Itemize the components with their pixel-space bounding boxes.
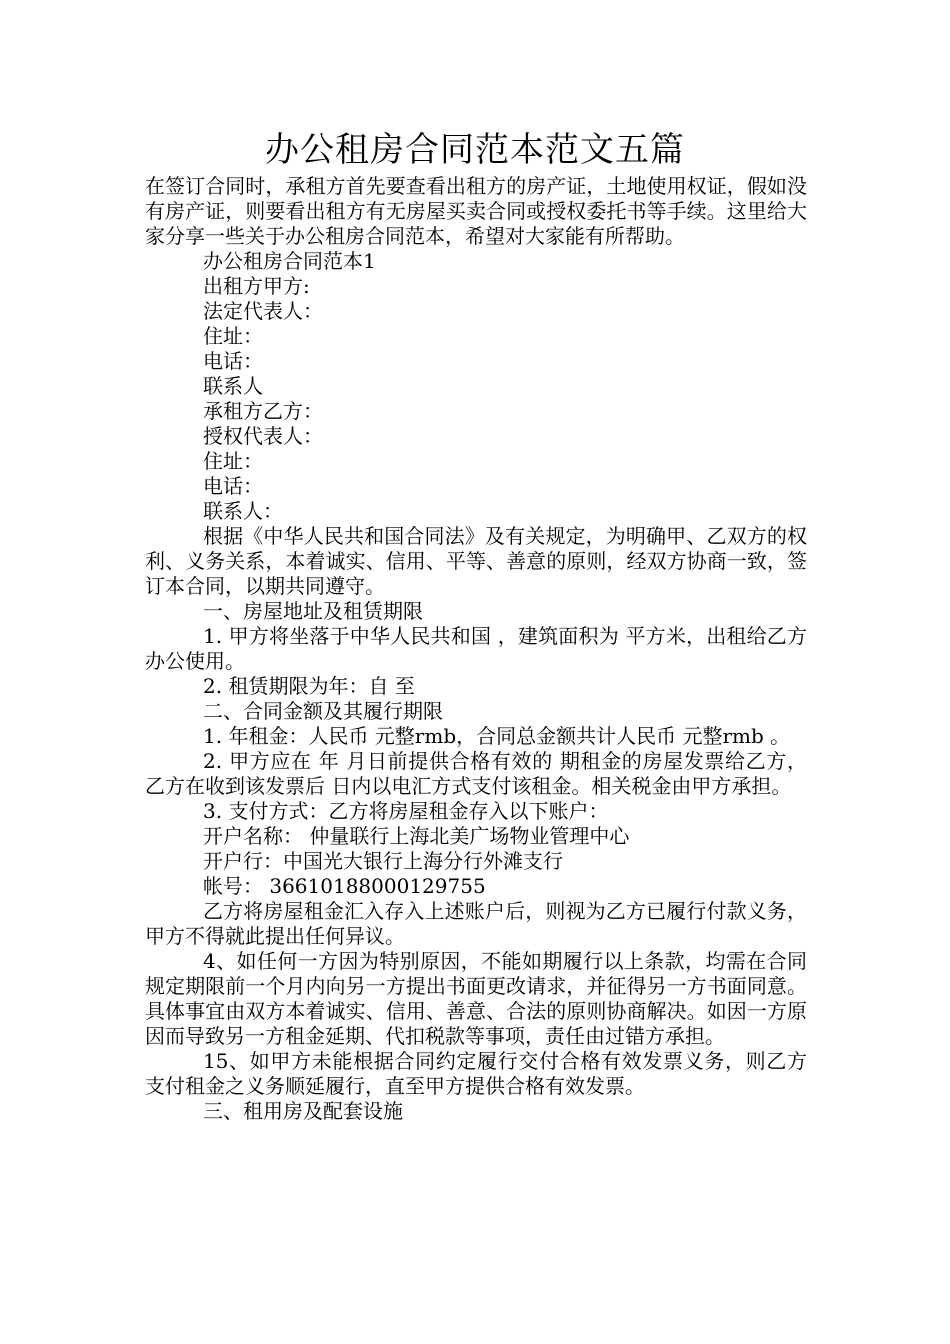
paragraph: 二、合同金额及其履行期限 [203,699,443,723]
document-body [145,174,807,1124]
paragraph: 电话： [203,474,263,498]
paragraph: 授权代表人： [203,424,323,448]
paragraph: 15、如甲方未能根据合同约定履行交付合格有效发票义务，则乙方支付租金之义务顺延履行，直至甲方提供合格有效发票。 [145,1049,807,1098]
paragraph: 开户名称： 仲量联行上海北美广场物业管理中心 [203,824,630,848]
paragraph: 3. 支付方式：乙方将房屋租金存入以下账户： [203,799,609,823]
paragraph: 乙方将房屋租金汇入存入上述账户后，则视为乙方已履行付款义务，甲方不得就此提出任何异议。 [145,899,807,948]
paragraph: 1. 年租金：人民币 元整rmb，合同总金额共计人民币 元整rmb 。 [203,724,791,748]
paragraph: 一、房屋地址及租赁期限 [203,599,423,623]
paragraph: 办公租房合同范本1 [203,249,376,273]
paragraph: 住址： [203,449,263,473]
paragraph: 开户行：中国光大银行上海分行外滩支行 [203,849,563,873]
paragraph: 住址： [203,324,263,348]
paragraph: 4、如任何一方因为特别原因，不能如期履行以上条款，均需在合同规定期限前一个月内向另一方提出书面更改请求，并征得另一方书面同意。具体事宜由双方本着诚实、信用、善意、合法的原则协商解决。如因一方原因而导致另一方租金延期、代扣税款等事项，责任由过错方承担。 [145,949,807,1048]
paragraph: 出租方甲方: [203,274,310,298]
paragraph: 承租方乙方： [203,399,323,423]
paragraph: 在签订合同时，承租方首先要查看出租方的房产证，土地使用权证，假如没有房产证，则要看出租方有无房屋买卖合同或授权委托书等手续。这里给大家分享一些关于办公租房合同范本，希望对大家能有所帮助。 [145,174,807,248]
paragraph: 2. 甲方应在 年 月日前提供合格有效的 期租金的房屋发票给乙方，乙方在收到该发票后 日内以电汇方式支付该租金。相关税金由甲方承担。 [145,749,807,798]
paragraph: 联系人： [203,499,283,523]
paragraph: 根据《中华人民共和国合同法》及有关规定，为明确甲、乙双方的权利、义务关系，本着诚实、信用、平等、善意的原则，经双方协商一致，签订本合同，以期共同遵守。 [145,524,807,598]
paragraph: 电话： [203,349,263,373]
paragraph: 三、租用房及配套设施 [203,1099,403,1123]
paragraph: 1. 甲方将坐落于中华人民共和国 ，建筑面积为 平方米，出租给乙方办公使用。 [145,624,807,673]
document-title: 办公租房合同范本范文五篇 [265,130,685,170]
paragraph: 2. 租赁期限为年：自 至 [203,674,415,698]
paragraph: 帐号： 36610188000129755 [203,874,486,898]
paragraph: 法定代表人： [203,299,323,323]
paragraph: 联系人 [203,374,263,398]
